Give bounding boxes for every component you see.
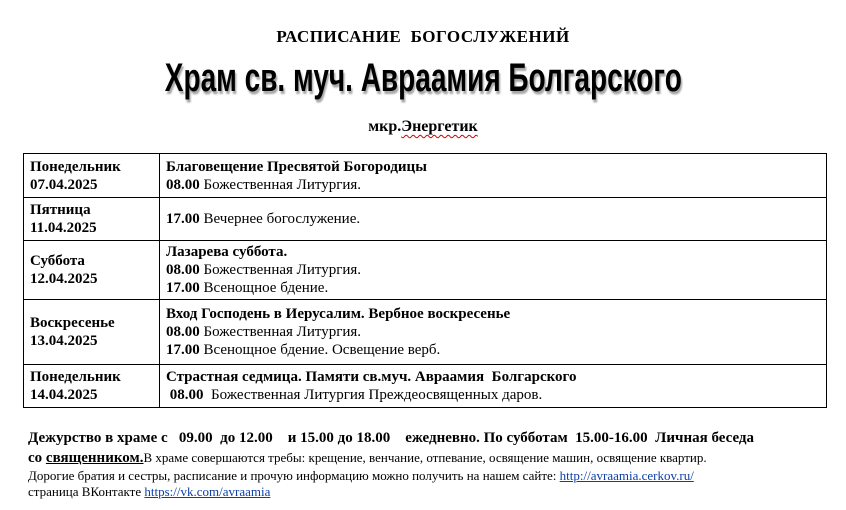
service-line — [166, 341, 820, 359]
day-cell — [24, 241, 160, 300]
page-title: РАСПИСАНИЕ БОГОСЛУЖЕНИЙ — [276, 27, 570, 46]
service-time: 08.00 — [166, 176, 200, 193]
services-cell — [160, 154, 827, 198]
day-cell — [24, 154, 160, 198]
service-line — [166, 323, 820, 341]
schedule-row — [24, 198, 827, 241]
service-name: Божественная Литургия. — [199, 262, 362, 278]
weekday-label: Суббота — [30, 253, 85, 269]
feast-name: Благовещение Пресвятой Богородицы — [166, 158, 427, 175]
services-cell — [160, 300, 827, 365]
schedule-row — [24, 365, 827, 408]
service-line — [166, 261, 820, 279]
feast-title — [166, 158, 820, 176]
service-line — [166, 386, 820, 404]
service-name: Божественная Литургия Преждеосвященных даров. — [203, 387, 543, 403]
service-name: Всенощное бдение. — [199, 280, 329, 296]
services-cell — [160, 365, 827, 408]
feast-name: Вход Господень в Иерусалим. Вербное воскресенье — [166, 306, 511, 322]
weekday-label: Понедельник — [30, 369, 121, 385]
feast-name: Страстная седмица. Памяти св.муч. Авраамия Болгарского — [166, 369, 577, 385]
service-time: 08.00 — [166, 324, 200, 340]
day-cell — [24, 365, 160, 408]
day-cell — [24, 300, 160, 365]
church-name-text: Храм св. муч. Авраамия Болгарского — [164, 56, 682, 100]
feast-title — [166, 243, 820, 261]
feast-title — [166, 368, 820, 386]
district-subtitle — [0, 118, 846, 136]
service-time: 08.00 — [166, 262, 200, 278]
service-name: Божественная Литургия. — [199, 324, 362, 340]
schedule-table — [23, 153, 827, 408]
service-line — [166, 176, 820, 194]
weekday-label: Понедельник — [30, 158, 121, 175]
schedule-row — [24, 241, 827, 300]
vk-line — [28, 484, 828, 500]
service-line — [166, 210, 820, 228]
services-cell — [160, 241, 827, 300]
vk-prefix: страница ВКонтакте — [28, 484, 145, 499]
service-name: Всенощное бдение. Освещение верб. — [199, 342, 441, 358]
service-time: 08.00 — [166, 387, 204, 403]
day-cell — [24, 198, 160, 241]
weekday-label: Пятница — [30, 202, 91, 218]
footer-info — [28, 428, 828, 500]
date-label: 14.04.2025 — [30, 387, 98, 403]
service-line — [166, 279, 820, 297]
feast-title — [166, 305, 820, 323]
trebs-text: В храме совершаются требы: крещение, венчание, отпевание, освящение машин, освящение квартир. — [143, 450, 707, 465]
date-label: 12.04.2025 — [30, 271, 98, 287]
service-name: Божественная Литургия. — [199, 176, 362, 193]
date-label: 07.04.2025 — [30, 176, 98, 193]
site-link[interactable]: http://avraamia.cerkov.ru/ — [559, 468, 694, 483]
duty-hours-line: Дежурство в храме с 09.00 до 12.00 и 15.00 до 18.00 ежедневно. По субботам 15.00-16.00 Личная беседа — [28, 430, 754, 446]
date-label: 11.04.2025 — [30, 220, 97, 236]
service-name: Вечернее богослужение. — [199, 211, 361, 227]
site-info-text: Дорогие братия и сестры, расписание и прочую информацию можно получить на нашем сайте: — [28, 468, 560, 483]
date-label: 13.04.2025 — [30, 333, 98, 349]
weekday-label: Воскресенье — [30, 315, 115, 331]
services-cell — [160, 198, 827, 241]
church-name-heading — [0, 56, 846, 101]
trebs-line — [28, 448, 828, 468]
district-prefix: мкр. — [368, 118, 402, 135]
service-time: 17.00 — [166, 211, 200, 227]
service-time: 17.00 — [166, 342, 200, 358]
schedule-row — [24, 154, 827, 198]
schedule-row — [24, 300, 827, 365]
feast-name: Лазарева суббота. — [166, 244, 288, 260]
duty-line-prefix: со — [28, 450, 46, 466]
site-info-line — [28, 468, 828, 484]
vk-link[interactable]: https://vk.com/avraamia — [144, 484, 271, 499]
priest-emphasis: священником. — [45, 450, 144, 466]
service-time: 17.00 — [166, 280, 200, 296]
district-name: Энергетик — [401, 118, 478, 135]
